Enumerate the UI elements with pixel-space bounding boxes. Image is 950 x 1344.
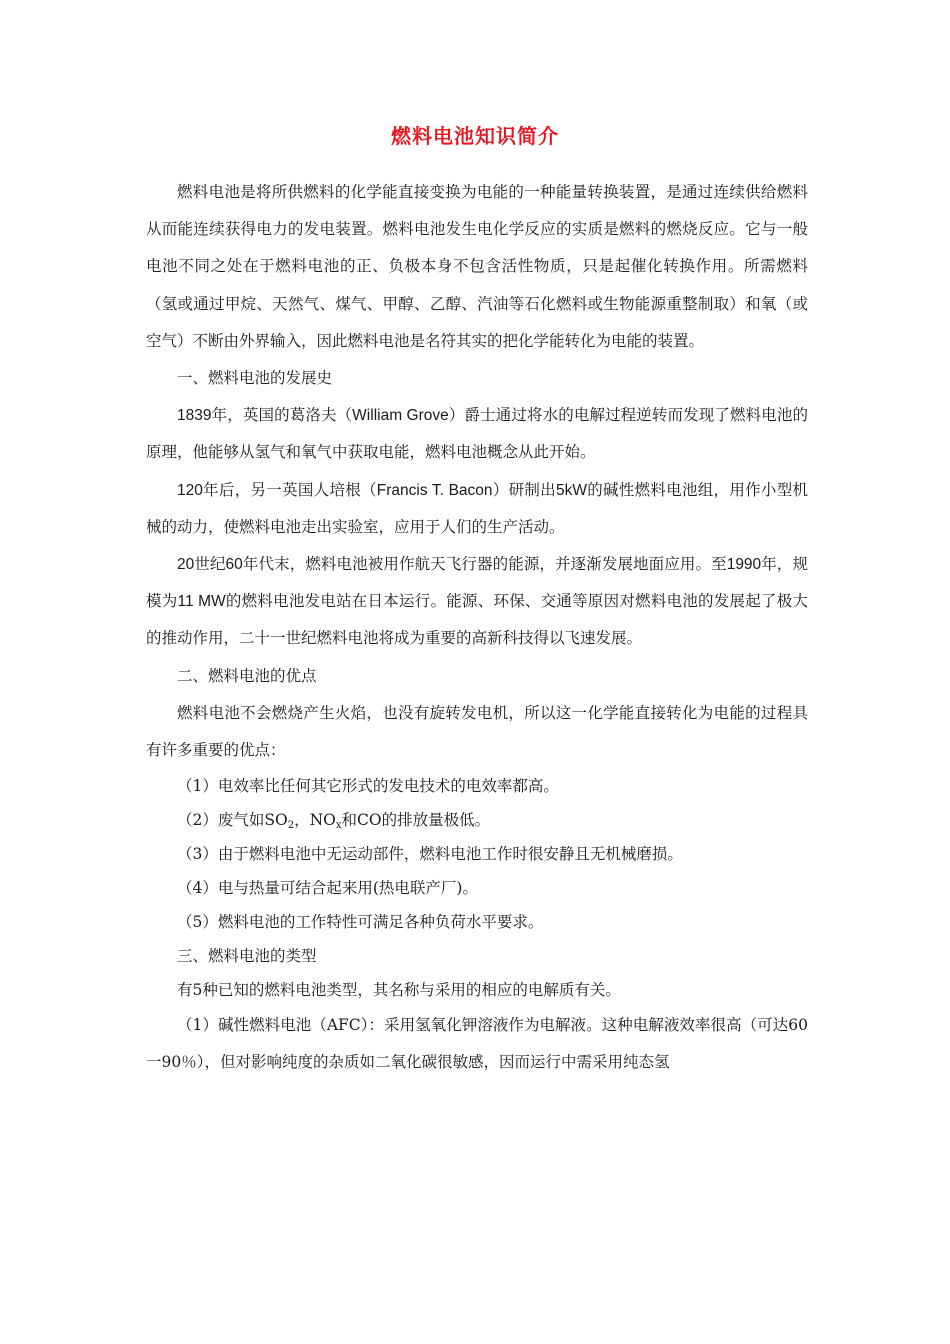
- nox-subscript: x: [335, 820, 342, 832]
- advantage-item-2-part-b: ，NO: [294, 811, 336, 830]
- document-body: [146, 174, 808, 1082]
- advantage-item-3: （3）由于燃料电池中无运动部件，燃料电池工作时很安静且无机械磨损。: [177, 845, 683, 864]
- advantage-item-1: （1）电效率比任何其它形式的发电技术的电效率都高。: [177, 777, 559, 796]
- so2-subscript: 2: [287, 820, 295, 832]
- history-paragraph-bacon: 120年后，另一英国人培根（Francis T. Bacon）研制出5kW的碱性燃料电池组，用作小型机械的动力，使燃料电池走出实验室，应用于人们的生产活动。: [146, 481, 808, 536]
- document-title: 燃料电池知识简介: [391, 124, 559, 148]
- history-paragraph-1960s: 20世纪60年代末，燃料电池被用作航天飞行器的能源，并逐渐发展地面应用。至1990年，规模为11 MW的燃料电池发电站在日本运行。能源、环保、交通等原因对燃料电池的发展起了极大的推动作用，二十一世纪燃料电池将成为重要的高新科技得以飞速发展。: [146, 556, 808, 648]
- advantage-item-2-part-a: （2）废气如SO: [177, 811, 288, 830]
- section-heading-history: 一、燃料电池的发展史: [177, 369, 333, 388]
- history-paragraph-1839: 1839年，英国的葛洛夫（William Grove）爵士通过将水的电解过程逆转而发现了燃料电池的原理，他能够从氢气和氧气中获取电能，燃料电池概念从此开始。: [146, 407, 808, 462]
- advantage-item-2: [146, 803, 808, 837]
- advantage-item-5: （5）燃料电池的工作特性可满足各种负荷水平要求。: [177, 913, 544, 932]
- type-item-afc: （1）碱性燃料电池（AFC）：采用氢氧化钾溶液作为电解液。这种电解液效率很高（可达60一90％），但对影响纯度的杂质如二氧化碳很敏感，因而运行中需采用纯态氢: [146, 1016, 808, 1072]
- types-intro: 有5种已知的燃料电池类型，其名称与采用的相应的电解质有关。: [177, 981, 621, 1000]
- advantage-item-4: （4）电与热量可结合起来用(热电联产厂)。: [177, 879, 478, 898]
- advantage-item-2-part-c: 和CO的排放量极低。: [341, 811, 491, 830]
- intro-paragraph: 燃料电池是将所供燃料的化学能直接变换为电能的一种能量转换装置，是通过连续供给燃料从而能连续获得电力的发电装置。燃料电池发生电化学反应的实质是燃料的燃烧反应。它与一般电池不同之处在于燃料电池的正、负极本身不包含活性物质，只是起催化转换作用。所需燃料（氢或通过甲烷、天然气、煤气、甲醇、乙醇、汽油等石化燃料或生物能源重整制取）和氧（或空气）不断由外界输入，因此燃料电池是名符其实的把化学能转化为电能的装置。: [146, 183, 808, 350]
- section-heading-advantages: 二、燃料电池的优点: [177, 666, 317, 685]
- advantages-intro: 燃料电池不会燃烧产生火焰，也没有旋转发电机，所以这一化学能直接转化为电能的过程具有许多重要的优点：: [146, 703, 808, 760]
- section-heading-types: 三、燃料电池的类型: [177, 947, 317, 966]
